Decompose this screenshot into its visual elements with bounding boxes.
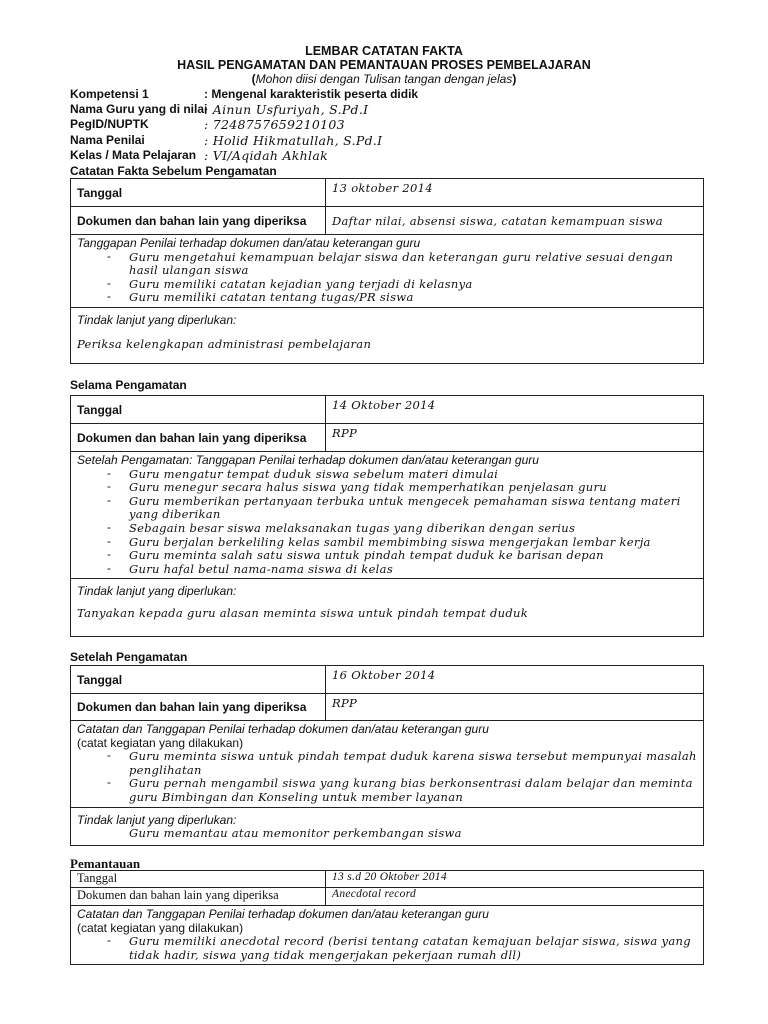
tindak-value: Tanyakan kepada guru alasan meminta siswa untuk pindah tempat duduk bbox=[77, 605, 528, 620]
list-item: - Guru hafal betul nama-nama siswa di kelas bbox=[129, 563, 697, 577]
tanggapan-list bbox=[77, 468, 697, 577]
teacher-info bbox=[70, 87, 418, 163]
tindak-label: Tindak lanjut yang diperlukan: bbox=[77, 312, 237, 327]
section-title-pemantauan: Pemantauan bbox=[70, 856, 141, 871]
tindak-value: Periksa kelengkapan administrasi pembelajaran bbox=[77, 336, 372, 351]
list-item: - Guru meminta salah satu siswa untuk pindah tempat duduk ke barisan depan bbox=[129, 549, 697, 563]
tanggal-value: 14 Oktober 2014 bbox=[326, 396, 704, 424]
tanggapan-cell bbox=[71, 906, 704, 965]
document-title: LEMBAR CATATAN FAKTA bbox=[305, 44, 463, 58]
dokumen-value: Anecdotal record bbox=[326, 888, 704, 906]
dokumen-label: Dokumen dan bahan lain yang diperiksa bbox=[71, 694, 326, 721]
document-header bbox=[60, 44, 708, 86]
table-row bbox=[71, 807, 704, 845]
tanggal-label: Tanggal bbox=[71, 666, 326, 694]
info-row-guru bbox=[70, 102, 418, 117]
list-item: - Guru menegur secara halus siswa yang tidak memperhatikan penjelasan guru bbox=[129, 481, 697, 495]
table-sebelum bbox=[70, 178, 704, 364]
guru-label: Nama Guru yang di nilai bbox=[70, 102, 208, 117]
table-row bbox=[71, 888, 704, 906]
tanggal-value: 13 s.d 20 Oktober 2014 bbox=[326, 871, 704, 888]
tanggapan-label: Tanggapan Penilai terhadap dokumen dan/atau keterangan guru bbox=[77, 236, 421, 250]
table-row bbox=[71, 424, 704, 452]
tanggal-value: 13 oktober 2014 bbox=[326, 179, 704, 207]
dokumen-value: RPP bbox=[326, 694, 704, 721]
info-row-penilai bbox=[70, 133, 418, 148]
tindak-cell bbox=[71, 579, 704, 637]
kompetensi-value: : Mengenal karakteristik peserta didik bbox=[204, 87, 419, 101]
tanggapan-list bbox=[77, 251, 697, 305]
table-row bbox=[71, 179, 704, 207]
tanggal-label: Tanggal bbox=[71, 871, 326, 888]
tanggapan-list bbox=[77, 750, 697, 804]
list-item: - Guru mengetahui kemampuan belajar siswa dan keterangan guru relative sesuai dengan hasil ulangan siswa bbox=[129, 251, 697, 278]
table-row bbox=[71, 871, 704, 888]
tanggapan-label: Setelah Pengamatan: Tanggapan Penilai terhadap dokumen dan/atau keterangan guru bbox=[77, 453, 539, 467]
tanggal-value: 16 Oktober 2014 bbox=[326, 666, 704, 694]
table-row bbox=[71, 307, 704, 363]
section-title-setelah: Setelah Pengamatan bbox=[70, 650, 188, 664]
tanggal-label: Tanggal bbox=[71, 179, 326, 207]
kelas-label: Kelas / Mata Pelajaran bbox=[70, 147, 197, 162]
list-item: - Sebagain besar siswa melaksanakan tugas yang diberikan dengan serius bbox=[129, 522, 697, 536]
pegid-value: : 7248757659210103 bbox=[204, 117, 345, 133]
penilai-value: : Holid Hikmatullah, S.Pd.I bbox=[204, 132, 383, 148]
table-selama bbox=[70, 395, 704, 637]
list-item: - Guru pernah mengambil siswa yang kurang bias berkonsentrasi dalam belajar dan meminta guru Bimbingan dan Konseling untuk member layanan bbox=[129, 777, 697, 804]
table-row bbox=[71, 452, 704, 579]
tanggapan-sub: (catat kegiatan yang dilakukan) bbox=[77, 920, 244, 935]
penilai-label: Nama Penilai bbox=[70, 132, 145, 147]
tindak-label: Tindak lanjut yang diperlukan: bbox=[77, 812, 237, 827]
section-title-selama: Selama Pengamatan bbox=[70, 378, 187, 392]
list-item: - Guru berjalan berkeliling kelas sambil membimbing siswa mengerjakan lembar kerja bbox=[129, 536, 697, 550]
list-item: - Guru memberikan pertanyaan terbuka untuk mengecek pemahaman siswa tentang materi yang diberikan bbox=[129, 495, 697, 522]
pegid-label: PegID/NUPTK bbox=[70, 117, 149, 132]
dokumen-value: RPP bbox=[326, 424, 704, 452]
list-item: - Guru meminta siswa untuk pindah tempat duduk karena siswa tersebut mempunyai masalah penglihatan bbox=[129, 750, 697, 777]
table-row bbox=[71, 396, 704, 424]
guru-value: : Ainun Usfuriyah, S.Pd.I bbox=[204, 102, 369, 118]
kelas-value: : VI/Aqidah Akhlak bbox=[204, 147, 328, 163]
tanggapan-sub: (catat kegiatan yang dilakukan) bbox=[77, 735, 244, 750]
document-instruction: (Mohon diisi dengan Tulisan tangan dengan jelas) bbox=[251, 72, 517, 86]
tindak-cell bbox=[71, 307, 704, 363]
kompetensi-label: Kompetensi 1 bbox=[70, 87, 149, 101]
table-row bbox=[71, 207, 704, 235]
tindak-value: Guru memantau atau memonitor perkembangan siswa bbox=[129, 826, 462, 841]
table-row bbox=[71, 666, 704, 694]
section-title-sebelum: Catatan Fakta Sebelum Pengamatan bbox=[70, 164, 277, 178]
table-row bbox=[71, 235, 704, 308]
tanggapan-label: Catatan dan Tanggapan Penilai terhadap dokumen dan/atau keterangan guru bbox=[77, 907, 489, 921]
table-row bbox=[71, 906, 704, 965]
table-row bbox=[71, 694, 704, 721]
dokumen-label: Dokumen dan bahan lain yang diperiksa bbox=[71, 207, 326, 235]
dokumen-label: Dokumen dan bahan lain yang diperiksa bbox=[71, 888, 326, 906]
info-row-pegid bbox=[70, 117, 418, 132]
list-item: - Guru memiliki anecdotal record (berisi tentang catatan kemajuan belajar siswa, siswa yang tidak hadir, siswa yang tidak mengerjakan pekerjaan rumah dll) bbox=[129, 935, 697, 962]
info-row-kelas bbox=[70, 148, 418, 163]
list-item: - Guru mengatur tempat duduk siswa sebelum materi dimulai bbox=[129, 468, 697, 482]
document-subtitle: HASIL PENGAMATAN DAN PEMANTAUAN PROSES PEMBELAJARAN bbox=[177, 58, 591, 72]
tanggapan-cell bbox=[71, 452, 704, 579]
tanggapan-label: Catatan dan Tanggapan Penilai terhadap dokumen dan/atau keterangan guru bbox=[77, 722, 489, 736]
table-row bbox=[71, 579, 704, 637]
tanggapan-list bbox=[77, 935, 697, 962]
table-row bbox=[71, 721, 704, 808]
list-item: - Guru memiliki catatan kejadian yang terjadi di kelasnya bbox=[129, 278, 697, 292]
dokumen-value: Daftar nilai, absensi siswa, catatan kemampuan siswa bbox=[326, 207, 704, 235]
tanggapan-cell bbox=[71, 721, 704, 808]
tanggal-label: Tanggal bbox=[71, 396, 326, 424]
table-pemantauan bbox=[70, 870, 704, 965]
table-setelah bbox=[70, 665, 704, 846]
tindak-label: Tindak lanjut yang diperlukan: bbox=[77, 584, 237, 599]
list-item: - Guru memiliki catatan tentang tugas/PR siswa bbox=[129, 291, 697, 305]
tanggapan-cell bbox=[71, 235, 704, 308]
dokumen-label: Dokumen dan bahan lain yang diperiksa bbox=[71, 424, 326, 452]
tindak-cell bbox=[71, 807, 704, 845]
info-row-kompetensi bbox=[70, 87, 418, 102]
